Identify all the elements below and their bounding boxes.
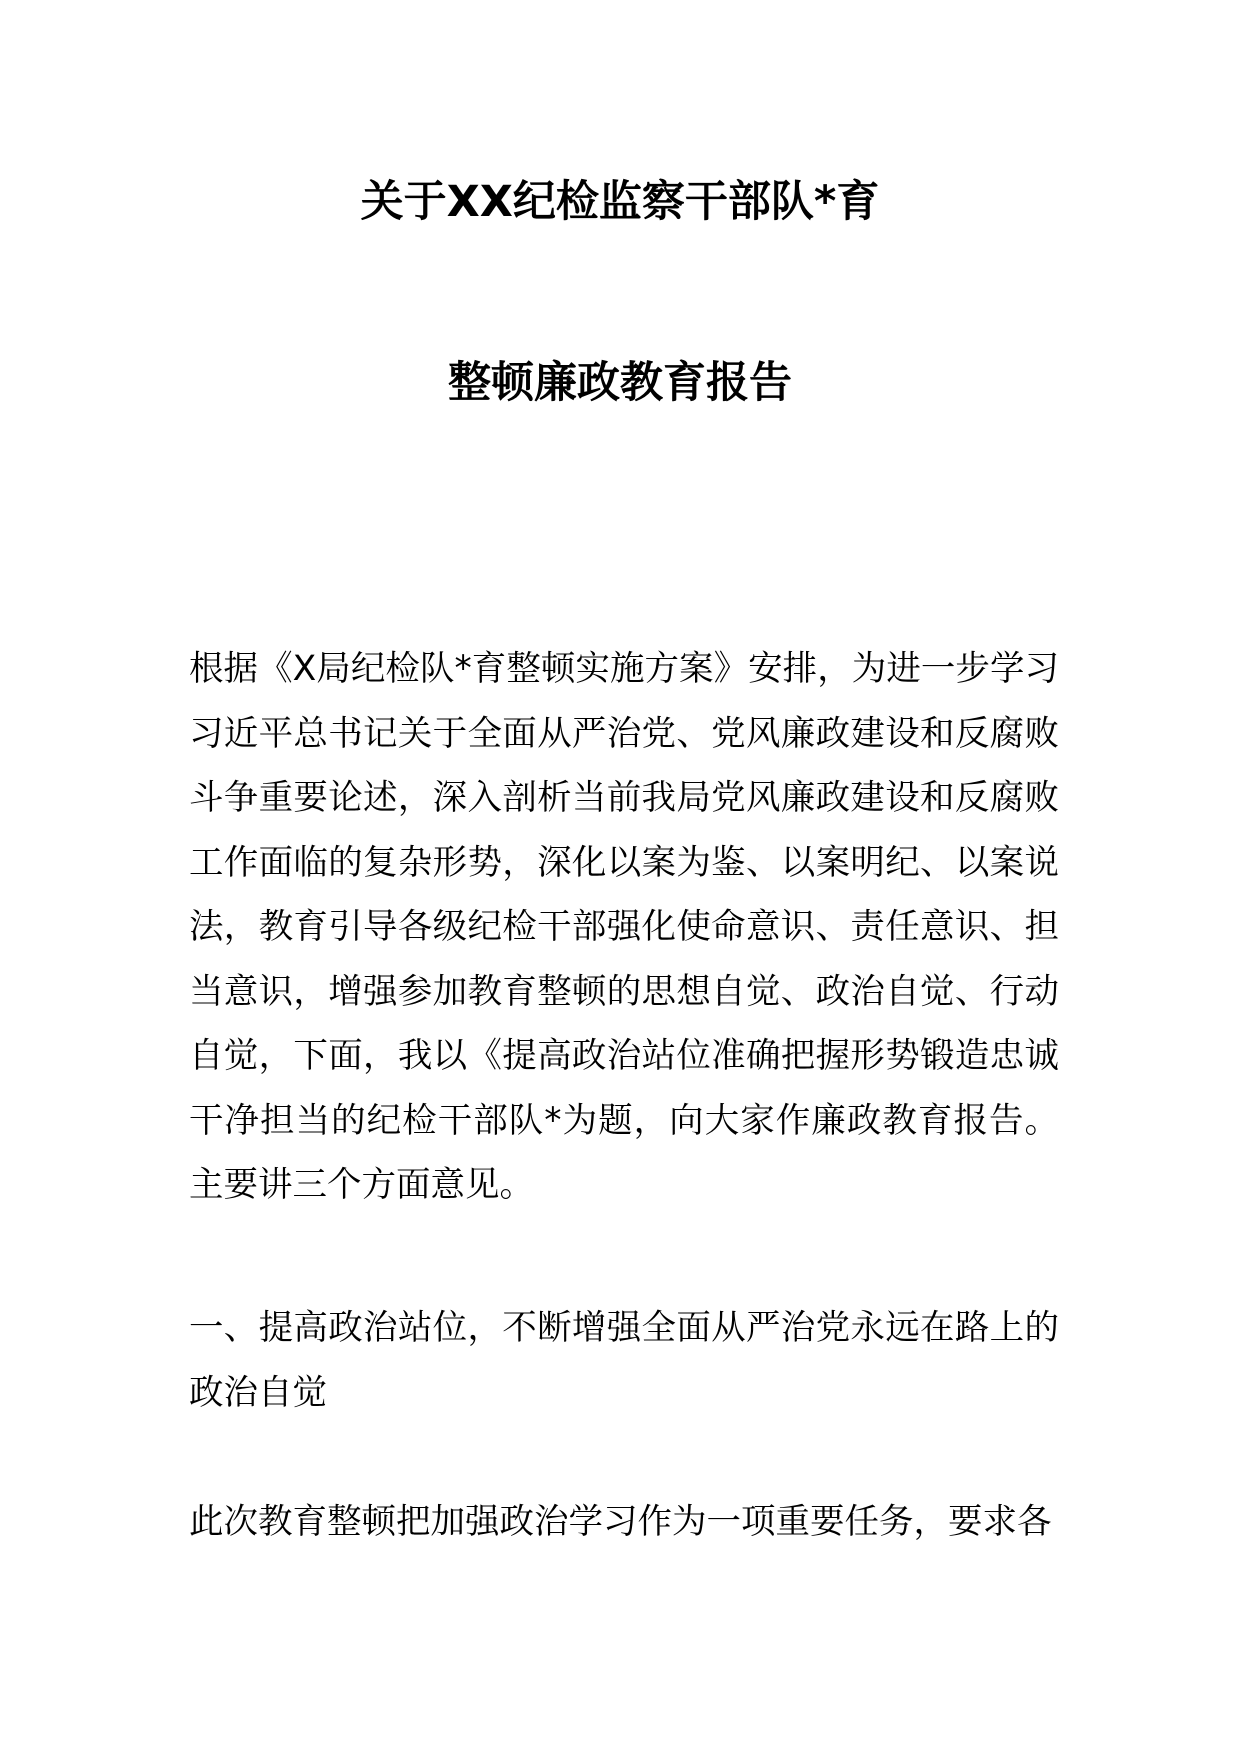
- document-title-line-2: 整顿廉政教育报告: [448, 358, 792, 408]
- section-1-paragraph: 此次教育整顿把加强政治学习作为一项重要任务，要求各: [189, 1502, 1052, 1542]
- intro-paragraph: 根据《X局纪检队*育整顿实施方案》安排，为进一步学习习近平总书记关于全面从严治党、党风廉政建设和反腐败斗争重要论述，深入剖析当前我局党风廉政建设和反腐败工作面临的复杂形势，深化以案为鉴、以案明纪、以案说法，教育引导各级纪检干部强化使命意识、责任意识、担当意识，增强参加教育整顿的思想自觉、政治自觉、行动自觉，下面，我以《提高政治站位准确把握形势锻造忠诚干净担当的纪检干部队*为题，向大家作廉政教育报告。主要讲三个方面意见。: [189, 649, 1059, 1205]
- document-title-line-1: 关于XX纪检监察干部队*育: [360, 177, 880, 227]
- section-heading-1: 一、提高政治站位，不断增强全面从严治党永远在路上的政治自觉: [189, 1308, 1059, 1413]
